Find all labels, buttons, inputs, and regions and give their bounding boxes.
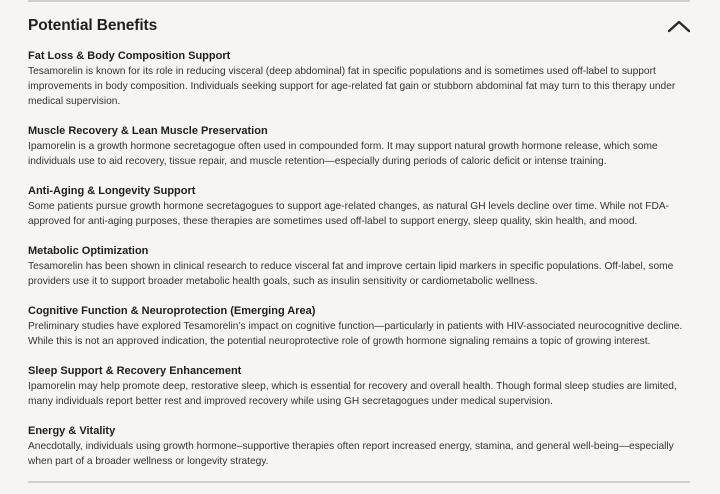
benefit-item	[28, 424, 690, 469]
benefit-item	[28, 49, 690, 109]
benefit-title: Anti-Aging & Longevity Support	[28, 185, 196, 197]
benefit-title: Sleep Support & Recovery Enhancement	[28, 365, 242, 377]
accordion-content	[28, 49, 690, 484]
benefit-title: Fat Loss & Body Composition Support	[28, 50, 231, 62]
benefit-description: Tesamorelin is known for its role in reducing visceral (deep abdominal) fat in specific populations and is sometimes used off-label to support improvements in body composition. Individuals seeking support for age-related fat gain or stubborn abdominal fat may turn to this therapy under medical supervision.	[28, 66, 676, 107]
benefit-title: Cognitive Function & Neuroprotection (Emerging Area)	[28, 305, 316, 317]
accordion-header-potential-benefits[interactable]	[28, 13, 692, 39]
benefit-item	[28, 184, 690, 229]
benefit-item	[28, 124, 690, 169]
benefit-title: Muscle Recovery & Lean Muscle Preservation	[28, 125, 268, 137]
benefit-title: Metabolic Optimization	[28, 245, 149, 257]
top-divider	[28, 0, 690, 2]
bottom-divider	[28, 481, 690, 483]
benefit-item	[28, 244, 690, 289]
benefit-description: Some patients pursue growth hormone secretagogues to support age-related changes, as natural GH levels decline over time. While not FDA-approved for anti-aging purposes, these therapies are sometimes used off-label to support energy, sleep quality, skin health, and mood.	[28, 201, 670, 227]
benefit-item	[28, 364, 690, 409]
benefit-description: Ipamorelin may help promote deep, restorative sleep, which is essential for recovery and overall health. Though formal sleep studies are limited, many individuals report better rest and improved recovery while using GH secretagogues under medical supervision.	[28, 381, 677, 407]
benefit-description: Preliminary studies have explored Tesamorelin’s impact on cognitive function—particularly in patients with HIV-associated neurocognitive decline. While this is not an approved indication, the potential neuroprotective role of growth hormone signaling remains a topic of growing interest.	[28, 321, 683, 347]
benefit-description: Tesamorelin has been shown in clinical research to reduce visceral fat and improve certain lipid markers in specific populations. Off-label, some providers use it to support broader metabolic health goals, such as insulin sensitivity or cardiometabolic wellness.	[28, 261, 674, 287]
accordion-title: Potential Benefits	[28, 17, 158, 34]
benefit-description: Ipamorelin is a growth hormone secretagogue often used in compounded form. It may support natural growth hormone release, which some individuals use to aid recovery, tissue repair, and muscle retention—especially during periods of caloric deficit or intense training.	[28, 141, 658, 167]
benefit-description: Anecdotally, individuals using growth hormone–supportive therapies often report increased energy, stamina, and general well-being—especially when part of a broader wellness or longevity strategy.	[28, 441, 674, 467]
benefit-item	[28, 304, 690, 349]
chevron-up-icon[interactable]	[667, 19, 691, 33]
benefit-title: Energy & Vitality	[28, 425, 116, 437]
